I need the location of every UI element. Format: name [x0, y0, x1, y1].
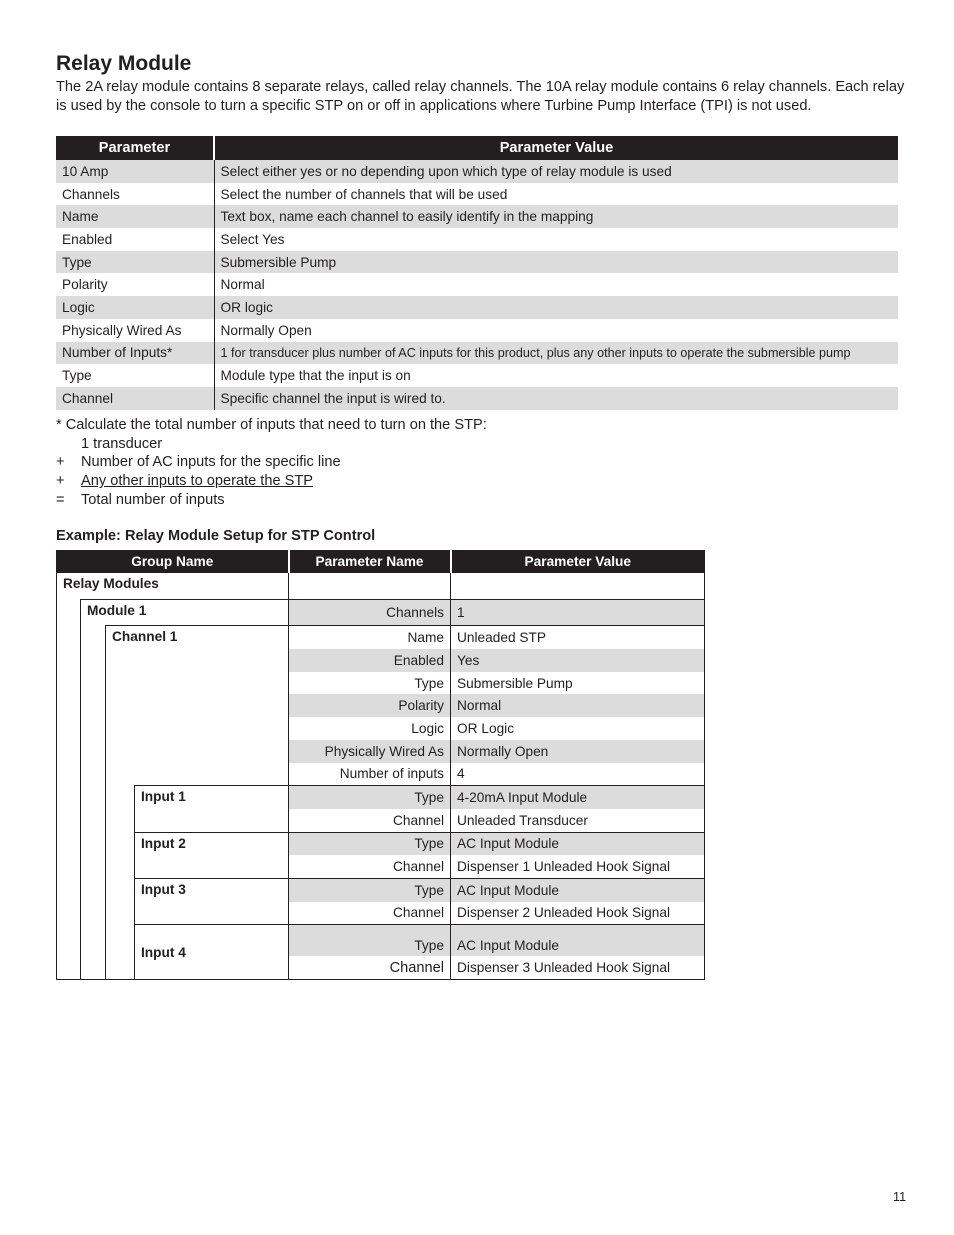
parameter-value-cell: AC Input Module [451, 832, 705, 855]
parameter-name-cell: Type [289, 878, 451, 901]
indent [106, 786, 135, 980]
table-row [56, 387, 898, 410]
parameter-value-cell: 1 [451, 599, 705, 626]
example-table-header [57, 550, 705, 573]
parameter-name-cell: Name [289, 626, 451, 649]
indent [81, 626, 106, 980]
note-text: Number of AC inputs for the specific line [81, 454, 341, 471]
parameter-cell: Logic [56, 296, 214, 319]
value-cell: Normally Open [214, 319, 898, 342]
table-row [56, 160, 898, 183]
group-module-1: Module 1 [81, 599, 289, 626]
parameter-name-cell: Logic [289, 717, 451, 740]
parameter-name-cell: Number of inputs [289, 763, 451, 786]
parameter-cell: Type [62, 368, 92, 384]
parameter-cell: Polarity [62, 277, 108, 293]
parameter-value-cell: Dispenser 1 Unleaded Hook Signal [451, 855, 705, 878]
parameter-cell: Enabled [62, 231, 113, 247]
header-parameter-value: Parameter Value [214, 136, 898, 160]
table-row [57, 573, 705, 600]
group-input-2: Input 2 [135, 832, 289, 878]
table-row [56, 251, 898, 274]
operator: + [56, 454, 65, 471]
page-number: 11 [893, 1190, 907, 1204]
table-row [56, 319, 898, 342]
group-channel-1: Channel 1 [106, 626, 289, 786]
parameter-cell: Type [56, 251, 214, 274]
value-cell: Select either yes or no depending upon which type of relay module is used [214, 160, 898, 183]
parameter-name-cell: Channel [289, 855, 451, 878]
parameter-cell: Name [56, 205, 214, 228]
parameter-name-cell: Type [289, 672, 451, 695]
parameter-value-cell: Dispenser 3 Unleaded Hook Signal [451, 956, 705, 979]
value-cell: Select Yes [214, 228, 898, 251]
intro-paragraph: The 2A relay module contains 8 separate relays, called relay channels. The 10A relay module contains 6 relay channels. Each relay is used by the console to turn a specific STP on or off in applications where Turbine Pump Interface (TPI) is not used. [56, 79, 905, 114]
table-row [56, 183, 898, 206]
note-line [56, 491, 656, 510]
table-row [57, 832, 705, 855]
note-line [56, 453, 656, 472]
parameter-cell: 10 Amp [56, 160, 214, 183]
parameter-name-cell: Type [289, 832, 451, 855]
parameter-value-cell [451, 573, 705, 600]
calculation-note [56, 416, 656, 510]
group-input-4: Input 4 [135, 925, 289, 980]
table-row [56, 364, 898, 387]
parameter-value-cell: OR Logic [451, 717, 705, 740]
parameter-value-cell: Normally Open [451, 740, 705, 763]
note-text: Any other inputs to operate the STP [81, 473, 314, 490]
parameter-name-cell: Channel [289, 809, 451, 832]
table-row [57, 626, 705, 649]
operator: + [56, 473, 65, 490]
parameter-name-cell: Channel [289, 902, 451, 925]
group-input-1: Input 1 [135, 786, 289, 832]
value-cell: Module type that the input is on [214, 364, 898, 387]
parameter-value-cell: Normal [451, 694, 705, 717]
header-parameter-value: Parameter Value [451, 550, 705, 573]
parameter-cell: Channel [56, 387, 214, 410]
indent [57, 599, 81, 979]
parameter-cell: Channels [62, 186, 120, 202]
header-group-name: Group Name [57, 550, 289, 573]
note-line [56, 472, 656, 491]
note-line: * Calculate the total number of inputs that need to turn on the STP: [56, 417, 487, 433]
parameter-name-cell: Enabled [289, 649, 451, 672]
table-row [56, 342, 898, 365]
table-row [57, 878, 705, 901]
table-row [56, 296, 898, 319]
parameter-name-cell: Physically Wired As [289, 740, 451, 763]
example-title: Example: Relay Module Setup for STP Control [56, 528, 376, 544]
parameter-value-cell: Dispenser 2 Unleaded Hook Signal [451, 902, 705, 925]
parameter-value-cell: 4-20mA Input Module [451, 786, 705, 809]
parameter-value-cell: AC Input Module [451, 878, 705, 901]
parameter-name-cell [289, 573, 451, 600]
group-input-3: Input 3 [135, 878, 289, 924]
parameter-name-cell: Channels [289, 599, 451, 626]
value-cell: Text box, name each channel to easily identify in the mapping [214, 205, 898, 228]
header-parameter-name: Parameter Name [289, 550, 451, 573]
table-row [57, 925, 705, 957]
example-table [56, 550, 705, 980]
parameter-table-header [56, 136, 898, 160]
value-cell: OR logic [214, 296, 898, 319]
parameter-value-cell: Unleaded STP [451, 626, 705, 649]
note-text: Total number of inputs [81, 491, 225, 508]
parameter-cell: Physically Wired As [62, 322, 182, 338]
table-row [56, 228, 898, 251]
parameter-name-cell: Type [289, 925, 451, 957]
group-relay-modules: Relay Modules [57, 573, 289, 600]
value-cell: 1 for transducer plus number of AC inputs for this product, plus any other inputs to operate the submersible pump [214, 342, 898, 365]
parameter-name-cell: Type [289, 786, 451, 809]
note-line: 1 transducer [81, 435, 163, 452]
table-row [56, 273, 898, 296]
parameter-cell: Number of Inputs* [56, 342, 214, 365]
parameter-value-cell: AC Input Module [451, 925, 705, 957]
parameter-value-cell: Submersible Pump [451, 672, 705, 695]
value-cell: Specific channel the input is wired to. [214, 387, 898, 410]
parameter-table [56, 136, 898, 410]
parameter-value-cell: Unleaded Transducer [451, 809, 705, 832]
value-cell: Submersible Pump [214, 251, 898, 274]
parameter-name-cell: Channel [289, 956, 451, 979]
parameter-value-cell: Yes [451, 649, 705, 672]
value-cell: Normal [214, 273, 898, 296]
table-row [57, 786, 705, 809]
table-row [56, 205, 898, 228]
page-title: Relay Module [56, 52, 192, 75]
header-parameter: Parameter [56, 136, 214, 160]
table-row [57, 599, 705, 626]
parameter-name-cell: Polarity [289, 694, 451, 717]
parameter-value-cell: 4 [451, 763, 705, 786]
value-cell: Select the number of channels that will be used [214, 183, 898, 206]
operator: = [56, 491, 65, 508]
